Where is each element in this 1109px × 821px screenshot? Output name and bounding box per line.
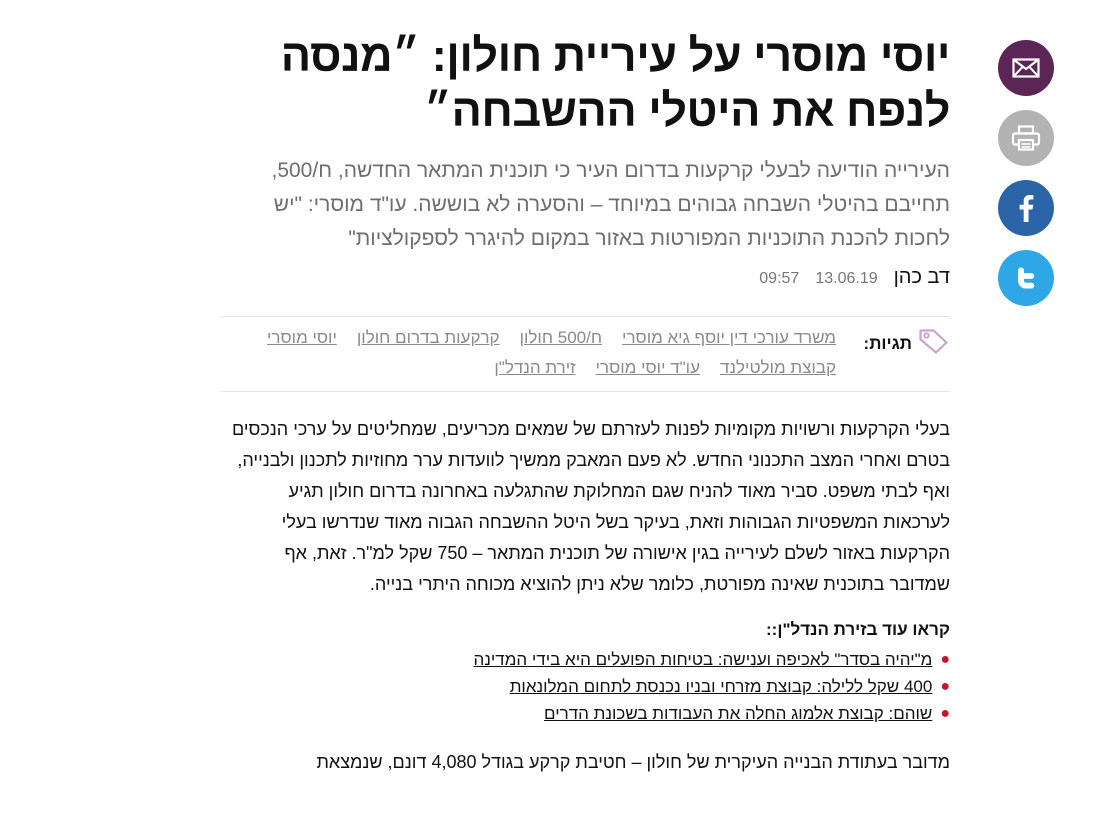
tags-box (220, 316, 950, 392)
article-subtitle: העירייה הודיעה לבעלי קרקעות בדרום העיר כי תוכנית המתאר החדשה, ח/500, תחייבם בהיטלי השבחה גבוהים במיוחד – והסערה לא בוששה. עו"ד מוסרי: "יש לחכות להכנת התוכניות המפורטות באזור במקום להיגרר לספקולציות" (271, 159, 950, 250)
bullet-icon: ● (940, 705, 950, 722)
tag-link[interactable]: יוסי מוסרי (267, 328, 337, 347)
tag-link[interactable]: זירת הנדל"ן (494, 358, 576, 377)
read-more-item (220, 646, 950, 673)
printer-icon (1011, 125, 1041, 151)
article-body-paragraph: בעלי הקרקעות ורשויות מקומיות לפנות לעזרתם של שמאים מכריעים, שמחליטים על ערכי הנכסים בטרם ואחרי המצב התכנוני החדש. לא פעם המאבק ממשיך לוועדות ערר מחוזיות לתכנון ולבנייה, ואף לבתי משפט. סביר מאוד להניח שגם המחלוקת שהתגלעה באחרונה בדרום חולון תגיע לערכאות המשפטיות הגבוהות וזאת, בעיקר בשל היטל ההשבחה הגבוה מאוד שנדרשו בעלי הקרקעות באזור לשלם לעירייה בגין אישורה של תוכנית המתאר – 750 שקל למ"ר. זאת, אף שמדובר בתוכנית שאינה מפורטת, כלומר שלא ניתן להוציא מכוחה היתרי בנייה. (232, 419, 950, 594)
facebook-share-button[interactable] (998, 180, 1054, 236)
read-more-item (220, 673, 950, 700)
bullet-icon: ● (940, 678, 950, 695)
article-headline: יוסי מוסרי על עיריית חולון: ״מנסה לנפח את היטלי ההשבחה״ (280, 30, 950, 136)
tag-link[interactable]: ח/500 חולון (519, 328, 603, 347)
tag-link[interactable]: קבוצת מולטילנד (719, 358, 836, 377)
facebook-icon (1018, 194, 1034, 222)
tag-link[interactable]: קרקעות בדרום חולון (356, 328, 500, 347)
article-body-paragraph: מדובר בעתודת הבנייה העיקרית של חולון – חטיבת קרקע בגודל 4,080 דונם, שנמצאת (316, 752, 950, 772)
bullet-icon: ● (940, 651, 950, 668)
author-name[interactable]: דב כהן (893, 266, 950, 288)
envelope-icon (1012, 58, 1040, 78)
share-rail (998, 40, 1054, 306)
read-more-item (220, 700, 950, 727)
byline (220, 266, 950, 294)
read-more-list (220, 646, 950, 727)
read-more-title: קראו עוד בזירת הנדל"ן:: (766, 620, 950, 639)
tags-header (842, 325, 950, 360)
tags-list (236, 325, 842, 381)
print-button[interactable] (998, 110, 1054, 166)
read-more-link[interactable]: מ"יהיה בסדר" לאכיפה וענישה: בטיחות הפועלים היא בידי המדינה (473, 650, 933, 669)
twitter-share-button[interactable] (998, 250, 1054, 306)
tags-label: תגיות: (863, 333, 912, 353)
publish-time: 09:57 (759, 270, 800, 287)
twitter-icon (1015, 266, 1037, 290)
tag-link[interactable]: משרד עורכי דין יוסף גיא מוסרי (622, 328, 836, 347)
tag-icon (918, 327, 950, 360)
read-more-link[interactable]: שוהם: קבוצת אלמוג החלה את העבודות בשכונת הדרים (544, 704, 933, 723)
tag-link[interactable]: עו"ד יוסי מוסרי (595, 358, 700, 377)
article (220, 28, 950, 778)
email-share-button[interactable] (998, 40, 1054, 96)
read-more-link[interactable]: 400 שקל ללילה: קבוצת מזרחי ובניו נכנסת לתחום המלונאות (509, 677, 933, 696)
publish-date: 13.06.19 (815, 270, 878, 287)
